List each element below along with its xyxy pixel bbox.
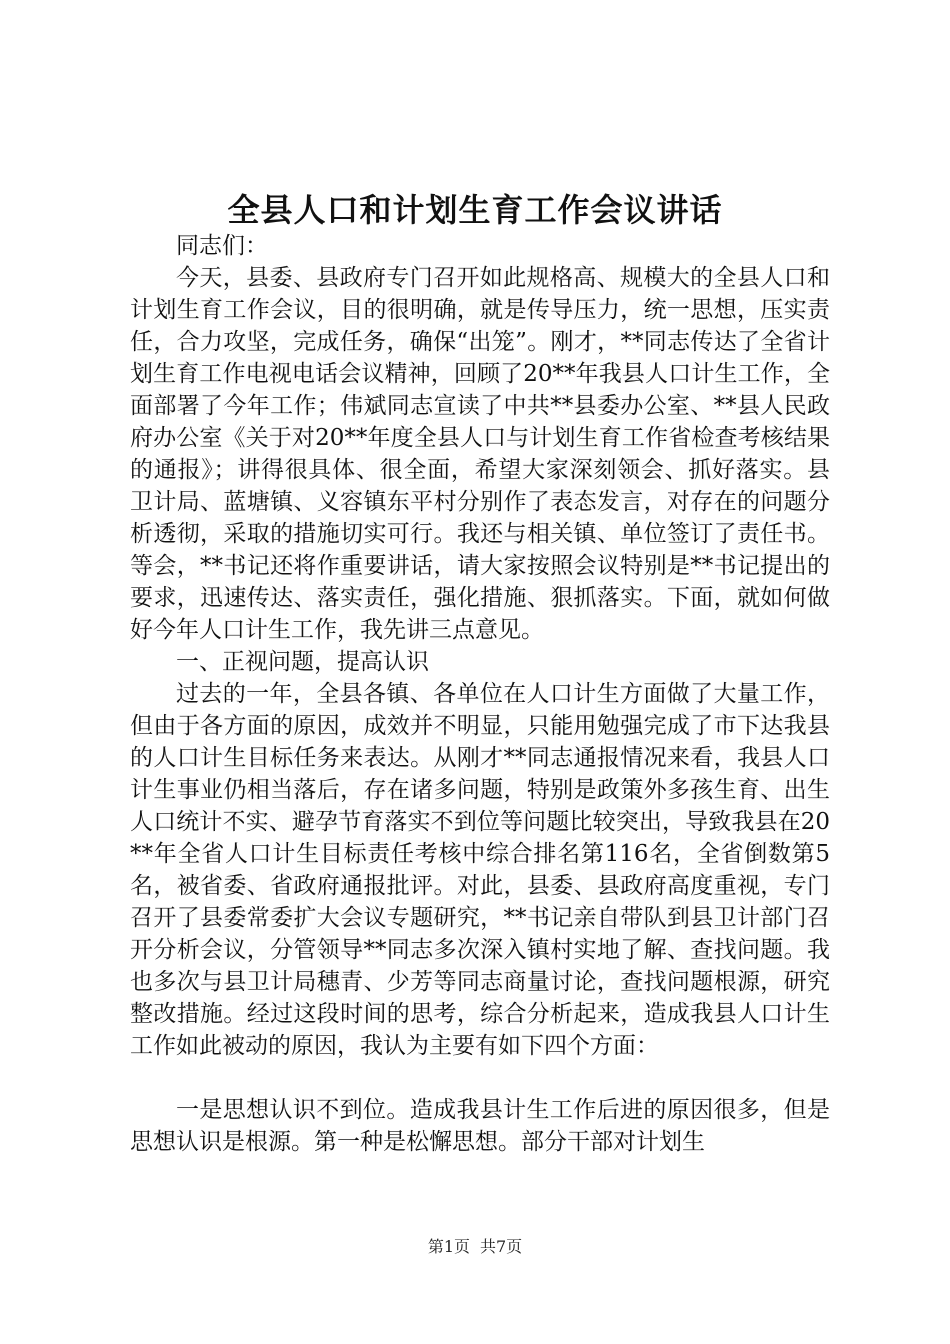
section-heading: 一、正视问题，提高认识	[176, 649, 429, 675]
body-paragraph: 一是思想认识不到位。造成我县计生工作后进的原因很多，但是思想认识是根源。第一种是松懈思想。部分干部对计划生	[130, 1097, 830, 1155]
page-number: 第1页	[427, 1237, 470, 1256]
page-total: 共7页	[480, 1237, 523, 1256]
salutation-paragraph: 同志们：	[176, 233, 268, 259]
intro-paragraph: 今天，县委、县政府专门召开如此规格高、规模大的全县人口和计划生育工作会议，目的很明确，就是传导压力，统一思想，压实责任，合力攻坚，完成任务，确保“出笼”。刚才，**同志传达了全省计划生育工作电视电话会议精神，回顾了20**年我县人口计生工作，全面部署了今年工作；伟斌同志宣读了中共**县委办公室、**县人民政府办公室《关于对20**年度全县人口与计划生育工作省检查考核结果的通报》；讲得很具体、很全面，希望大家深刻领会、抓好落实。县卫计局、蓝塘镇、义容镇东平村分别作了表态发言，对存在的问题分析透彻，采取的措施切实可行。我还与相关镇、单位签订了责任书。等会，**书记还将作重要讲话，请大家按照会议特别是**书记提出的要求，迅速传达、落实责任，强化措施、狠抓落实。下面，就如何做好今年人口计生工作，我先讲三点意见。	[130, 265, 830, 643]
body-paragraph: 过去的一年，全县各镇、各单位在人口计生方面做了大量工作，但由于各方面的原因，成效并不明显，只能用勉强完成了市下达我县的人口计生目标任务来表达。从刚才**同志通报情况来看，我县人口计生事业仍相当落后，存在诸多问题，特别是政策外多孩生育、出生人口统计不实、避孕节育落实不到位等问题比较突出，导致我县在20**年全省人口计生目标责任考核中综合排名第116名，全省倒数第5名，被省委、省政府通报批评。对此，县委、县政府高度重视，专门召开了县委常委扩大会议专题研究，**书记亲自带队到县卫计部门召开分析会议，分管领导**同志多次深入镇村实地了解、查找问题。我也多次与县卫计局穗青、少芳等同志商量讨论，查找问题根源，研究整改措施。经过这段时间的思考，综合分析起来，造成我县人口计生工作如此被动的原因，我认为主要有如下四个方面：	[130, 681, 830, 1059]
page-footer	[0, 1236, 950, 1258]
document-title: 全县人口和计划生育工作会议讲话	[227, 191, 723, 229]
document-body	[130, 230, 830, 1158]
